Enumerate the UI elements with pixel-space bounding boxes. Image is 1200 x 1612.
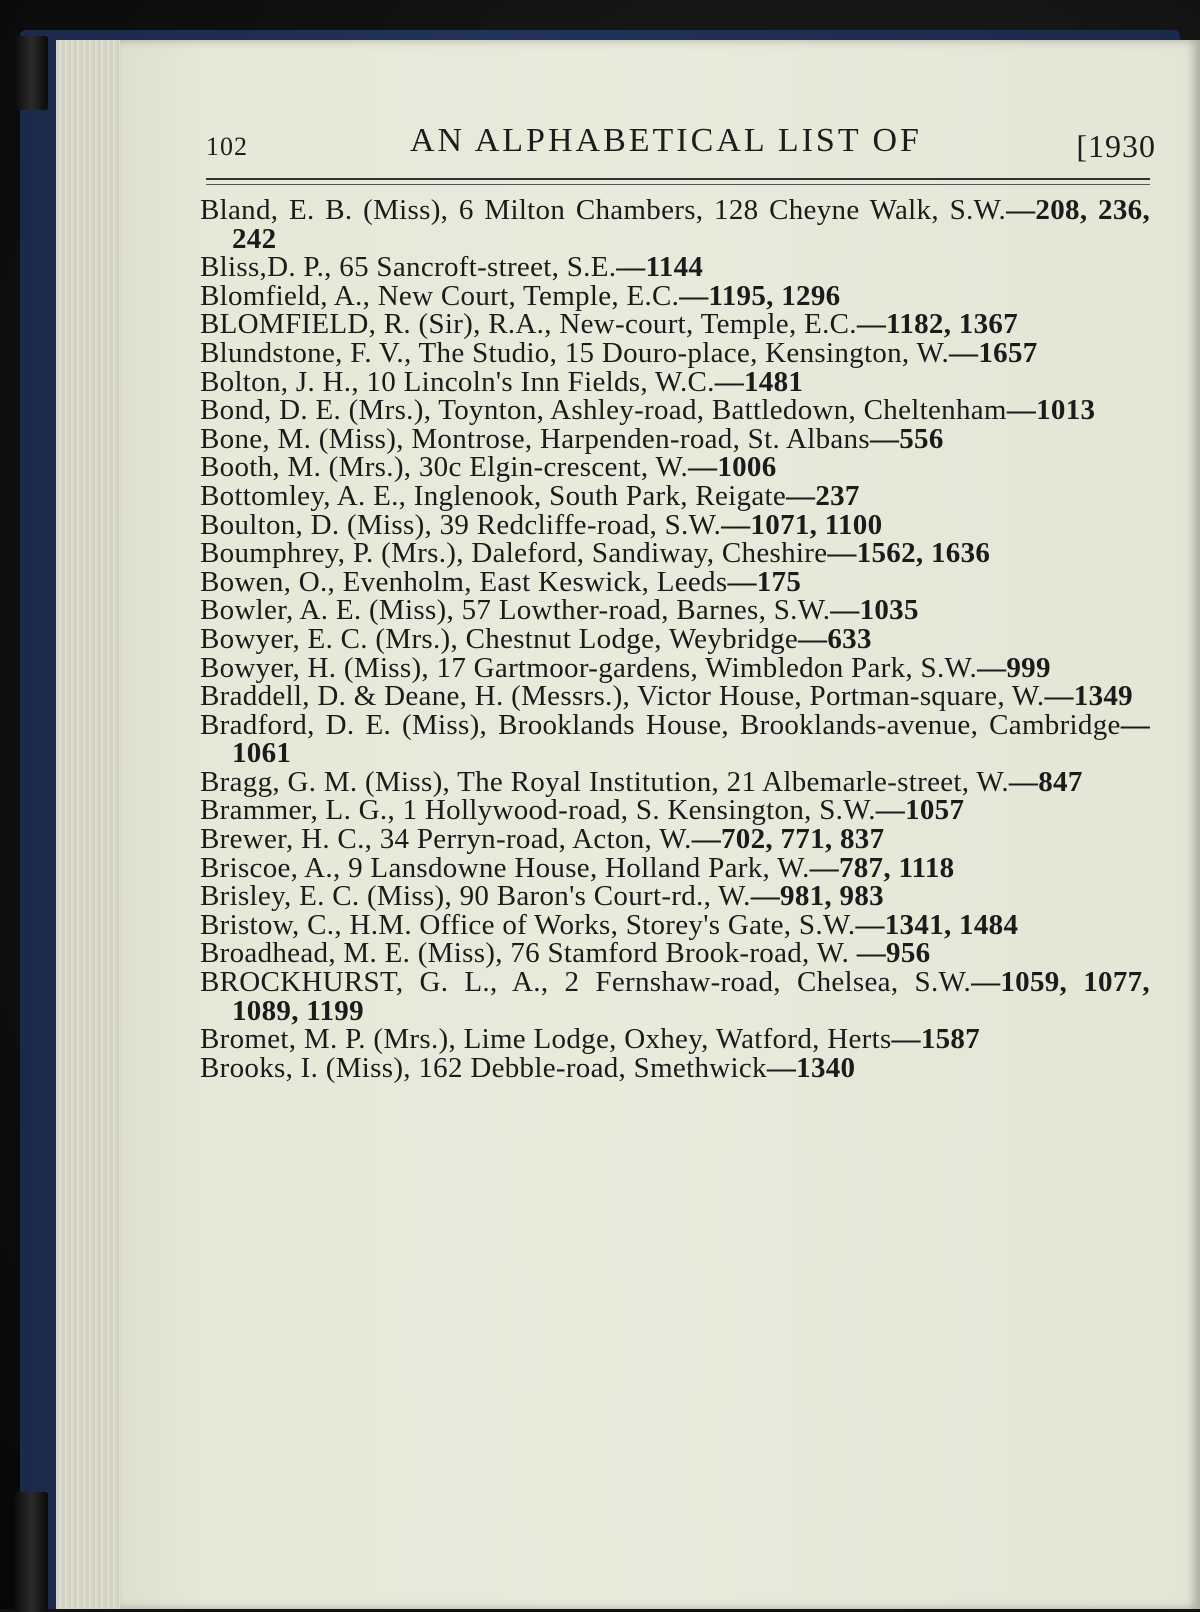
entry-refs: —633 [798, 622, 872, 655]
entry-name: Bliss,D. P., 65 Sancroft-street, S.E. [200, 251, 617, 284]
list-entry [200, 422, 1150, 455]
entry-refs: —1481 [714, 365, 804, 398]
entry-refs: —1071, 1100 [721, 508, 883, 541]
entry-refs: —1059, 1077, 1089, 1199 [232, 966, 1150, 1027]
entry-name: BLOMFIELD, R. (Sir), R.A., New-court, Temple, E.C. [200, 308, 857, 341]
entry-refs: —981, 983 [750, 880, 884, 913]
entry-refs: —1057 [875, 794, 965, 827]
list-entry [200, 565, 1150, 598]
entry-refs: —787, 1118 [809, 851, 955, 884]
entry-name: Bond, D. E. (Mrs.), Toynton, Ashley-road, Battledown, Cheltenham [200, 394, 1007, 427]
entry-refs: —175 [727, 565, 802, 598]
entry-refs: —237 [786, 479, 860, 512]
list-entry [200, 1051, 1150, 1084]
entry-name: Bromet, M. P. (Mrs.), Lime Lodge, Oxhey, Watford, Herts [200, 1023, 892, 1056]
entry-refs: —1006 [688, 451, 777, 484]
entry-name: Bone, M. (Miss), Montrose, Harpenden-road, St. Albans [200, 422, 870, 455]
list-entry [200, 453, 1150, 482]
entry-name: Bland, E. B. (Miss), 6 Milton Chambers, 128 Cheyne Walk, S.W. [200, 194, 1007, 226]
list-entry [200, 882, 1150, 911]
list-entry [200, 336, 1150, 369]
list-entry [200, 365, 1150, 398]
list-entry [200, 310, 1150, 339]
entry-refs: —1195, 1296 [679, 279, 841, 312]
entry-name: Bragg, G. M. (Miss), The Royal Institution, 21 Albemarle-street, W. [200, 765, 1009, 798]
entry-name: BROCKHURST, G. L., A., 2 Fernshaw-road, Chelsea, S.W. [200, 966, 972, 999]
list-entry [200, 479, 1150, 512]
header-rule-thin [206, 184, 1150, 185]
entry-refs: —999 [977, 651, 1051, 684]
entry-name: Bradford, D. E. (Miss), Brooklands House, Brooklands-avenue, Cambridge [200, 708, 1121, 741]
year-label: [1930 [1076, 128, 1156, 164]
list-entry [200, 939, 1150, 968]
entry-name: Brooks, I. (Miss), 162 Debble-road, Smethwick [200, 1051, 767, 1084]
entry-list [200, 196, 1150, 1082]
page-number: 102 [206, 132, 248, 161]
entry-refs: —556 [869, 422, 944, 455]
list-entry [200, 682, 1150, 711]
entry-name: Bolton, J. H., 10 Lincoln's Inn Fields, W.C. [200, 365, 715, 398]
entry-refs: —1562, 1636 [827, 537, 991, 570]
page-header [206, 118, 1156, 168]
entry-name: Booth, M. (Mrs.), 30c Elgin-crescent, W. [200, 451, 689, 484]
entry-refs: —1061 [232, 708, 1150, 770]
header-rule [206, 178, 1150, 180]
entry-name: Boulton, D. (Miss), 39 Redcliffe-road, S.W. [200, 508, 722, 541]
entry-name: Bowyer, H. (Miss), 17 Gartmoor-gardens, Wimbledon Park, S.W. [200, 651, 978, 684]
entry-name: Blundstone, F. V., The Studio, 15 Douro-place, Kensington, W. [200, 336, 950, 369]
list-entry [200, 796, 1150, 825]
list-entry [200, 253, 1150, 282]
book-clasp-top [14, 36, 48, 110]
entry-refs: —1587 [891, 1023, 981, 1056]
entry-name: Bowen, O., Evenholm, East Keswick, Leeds [200, 565, 728, 598]
entry-name: Blomfield, A., New Court, Temple, E.C. [200, 279, 680, 312]
entry-refs: —1349 [1044, 680, 1133, 713]
list-entry [200, 1025, 1150, 1054]
list-entry [200, 539, 1150, 568]
list-entry [200, 279, 1150, 312]
entry-name: Brewer, H. C., 34 Perryn-road, Acton, W. [200, 823, 692, 856]
entry-refs: —1341, 1484 [855, 908, 1019, 941]
list-entry [200, 765, 1150, 798]
list-entry [200, 396, 1150, 425]
list-entry [200, 622, 1150, 655]
entry-name: Brisley, E. C. (Miss), 90 Baron's Court-rd., W. [200, 880, 751, 913]
list-entry [200, 851, 1150, 884]
book-clasp-bottom [14, 1492, 48, 1612]
entry-refs: —847 [1008, 765, 1083, 798]
entry-name: Bowyer, E. C. (Mrs.), Chestnut Lodge, Weybridge [200, 622, 799, 655]
entry-refs: —1657 [949, 336, 1038, 369]
entry-name: Broadhead, M. E. (Miss), 76 Stamford Brook-road, W. [200, 937, 850, 970]
entry-name: Bottomley, A. E., Inglenook, South Park, Reigate [200, 479, 787, 512]
list-entry [200, 508, 1150, 541]
list-entry [200, 825, 1150, 854]
list-entry [200, 968, 1150, 1025]
list-entry [200, 908, 1150, 941]
running-head: AN ALPHABETICAL LIST OF [410, 122, 922, 159]
entry-name: Bowler, A. E. (Miss), 57 Lowther-road, Barnes, S.W. [200, 594, 831, 627]
entry-name: Boumphrey, P. (Mrs.), Daleford, Sandiway, Cheshire [200, 537, 828, 570]
entry-refs: —208, 236, 242 [232, 194, 1151, 255]
entry-name: Brammer, L. G., 1 Hollywood-road, S. Kensington, S.W. [200, 794, 876, 827]
entry-refs: —702, 771, 837 [691, 823, 885, 856]
list-entry [200, 651, 1150, 684]
entry-refs: —1182, 1367 [856, 308, 1019, 341]
list-entry [200, 196, 1150, 253]
entry-refs: —1035 [830, 594, 919, 627]
entry-name: Briscoe, A., 9 Lansdowne House, Holland Park, W. [200, 851, 810, 884]
entry-name: Braddell, D. & Deane, H. (Messrs.), Victor House, Portman-square, W. [200, 680, 1045, 713]
entry-refs: —1340 [766, 1051, 856, 1084]
list-entry [200, 596, 1150, 625]
list-entry [200, 708, 1150, 770]
entry-refs: —1144 [616, 251, 704, 284]
entry-name: Bristow, C., H.M. Office of Works, Storey's Gate, S.W. [200, 908, 856, 941]
entry-refs: —956 [849, 937, 931, 970]
entry-refs: —1013 [1006, 394, 1096, 427]
